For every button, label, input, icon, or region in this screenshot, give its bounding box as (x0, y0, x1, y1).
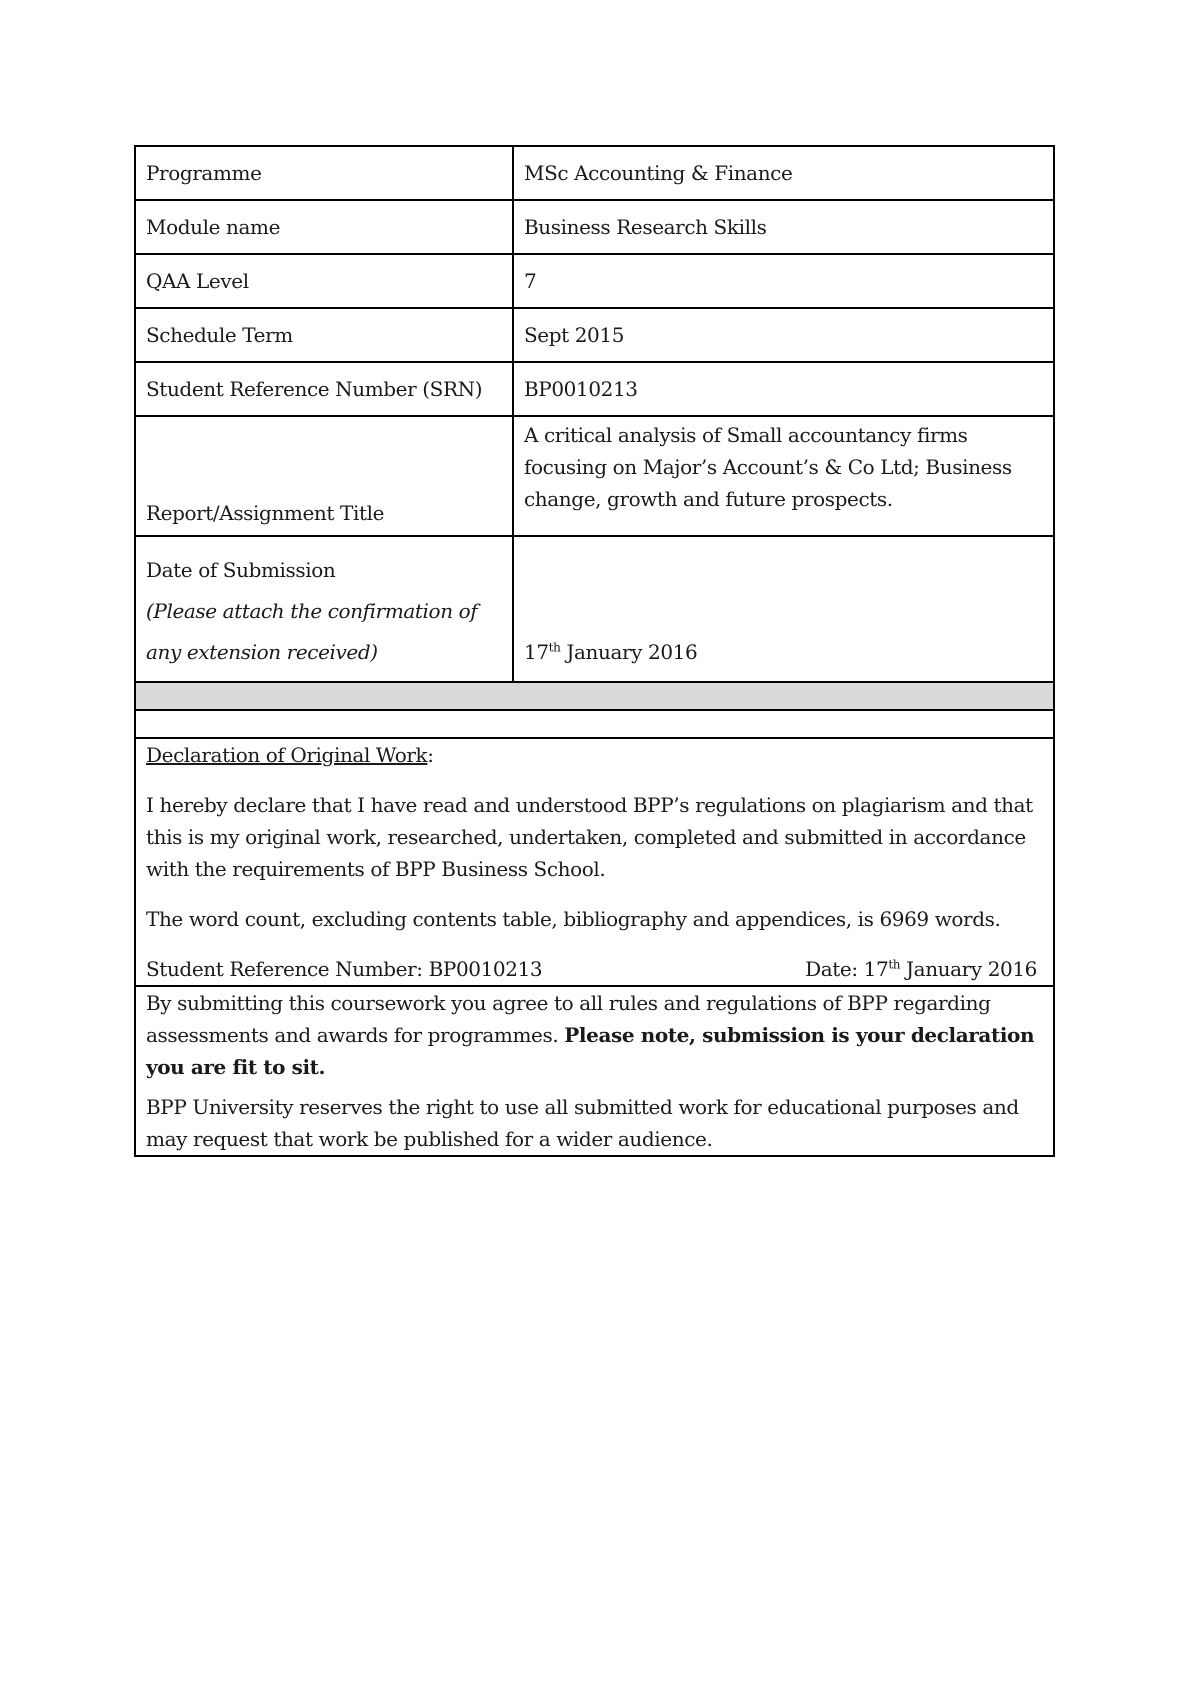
schedule-term-label: Schedule Term (135, 308, 513, 362)
module-name-value: Business Research Skills (513, 200, 1054, 254)
notice-bold-text: Please note, submission is your declaration you are fit to sit. (146, 1023, 1035, 1079)
programme-label: Programme (135, 146, 513, 200)
notice-plain-text: By submitting this coursework you agree to all rules and regulations of BPP regarding assessments and awards for programmes. (146, 991, 991, 1047)
qaa-level-label: QAA Level (135, 254, 513, 308)
extension-note: (Please attach the confirmation of any extension received) (146, 599, 478, 664)
srn-label: Student Reference Number (SRN) (135, 362, 513, 416)
row-assignment-title (135, 416, 1054, 536)
declaration-date (805, 953, 1037, 985)
declaration-signature-line (146, 953, 1043, 985)
row-date-of-submission (135, 536, 1054, 682)
blank-separator (135, 710, 1054, 738)
declaration-heading-text: Declaration of Original Work (146, 743, 428, 767)
date-of-submission-cell (135, 536, 513, 682)
assignment-title-label: Report/Assignment Title (135, 416, 513, 536)
declaration-date-rest: January 2016 (900, 957, 1037, 981)
row-module-name (135, 200, 1054, 254)
notice-cell (135, 986, 1054, 1156)
module-name-label: Module name (135, 200, 513, 254)
row-srn (135, 362, 1054, 416)
programme-value: MSc Accounting & Finance (513, 146, 1054, 200)
submission-day: 17 (524, 640, 549, 664)
declaration-srn-label: Student Reference Number: (146, 957, 429, 981)
shaded-separator (135, 682, 1054, 710)
row-qaa-level (135, 254, 1054, 308)
declaration-date-label: Date: (805, 957, 864, 981)
declaration-date-suffix: th (888, 957, 901, 972)
declaration-heading (146, 739, 1043, 771)
notice-paragraph-2: BPP University reserves the right to use all submitted work for educational purposes and may request that work be published for a wider audience. (146, 1095, 1019, 1151)
cover-sheet (134, 145, 1053, 1157)
declaration-heading-colon: : (427, 743, 434, 767)
declaration-date-day: 17 (863, 957, 889, 981)
submission-form-table (134, 145, 1055, 1157)
declaration-paragraph: I hereby declare that I have read and understood BPP’s regulations on plagiarism and that this is my original work, researched, undertaken, completed and submitted in accordance with the requirements of BPP Business School. (146, 793, 1033, 881)
date-of-submission-value (513, 536, 1054, 682)
srn-value: BP0010213 (513, 362, 1054, 416)
declaration-row (135, 738, 1054, 986)
shaded-separator-row (135, 682, 1054, 710)
assignment-title-value: A critical analysis of Small accountancy firms focusing on Major’s Account’s & Co Ltd; Business change, growth and future prospects. (513, 416, 1054, 536)
row-programme (135, 146, 1054, 200)
qaa-level-value: 7 (513, 254, 1054, 308)
blank-separator-row (135, 710, 1054, 738)
declaration-cell (135, 738, 1054, 986)
row-schedule-term (135, 308, 1054, 362)
declaration-srn-value: BP0010213 (428, 957, 543, 981)
declaration-srn (146, 953, 542, 985)
date-of-submission-label: Date of Submission (146, 558, 336, 582)
submission-day-suffix: th (548, 640, 561, 655)
notice-row (135, 986, 1054, 1156)
schedule-term-value: Sept 2015 (513, 308, 1054, 362)
word-count-statement: The word count, excluding contents table, bibliography and appendices, is 6969 words. (146, 907, 1001, 931)
submission-month-year: January 2016 (560, 640, 698, 664)
notice-paragraph-1 (146, 987, 1043, 1083)
